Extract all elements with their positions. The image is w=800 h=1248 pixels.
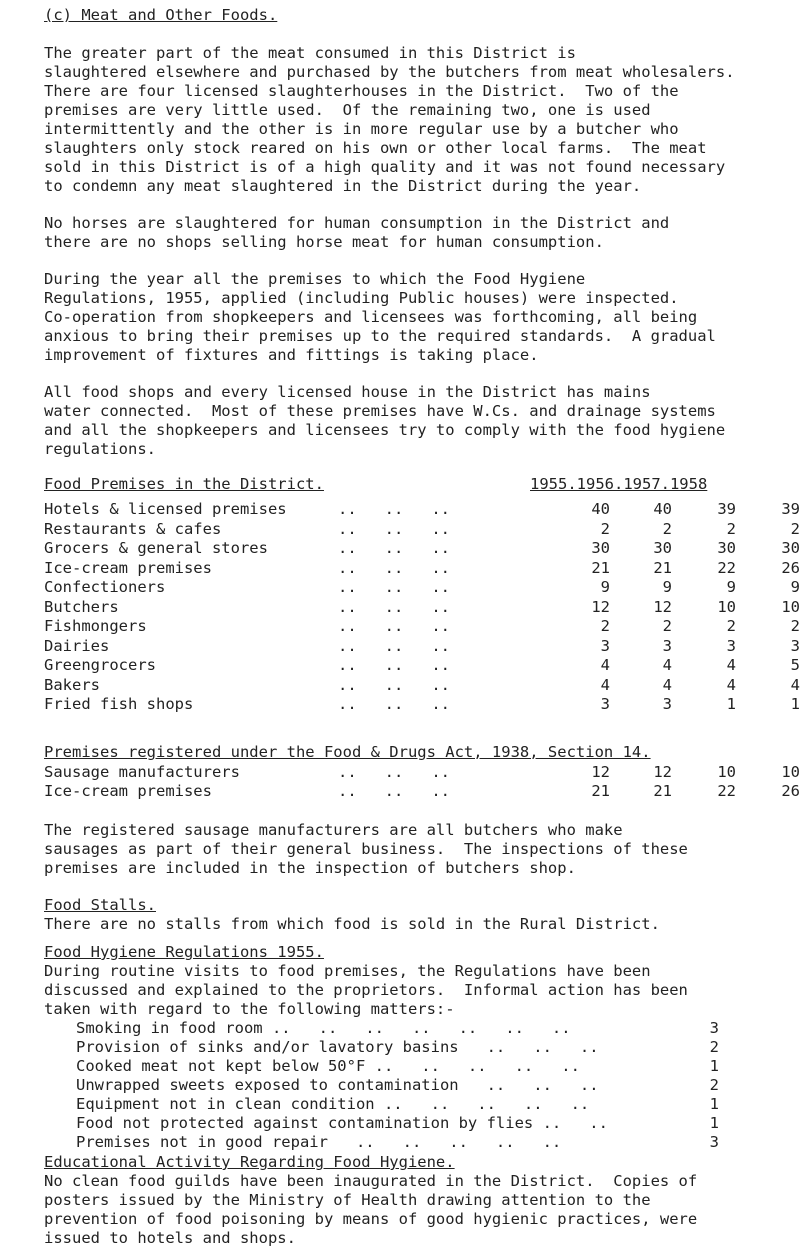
stalls-title: Food Stalls. (44, 896, 156, 914)
row-value: 3 (790, 636, 800, 655)
row-value: 10 (781, 763, 800, 781)
row-leader-dots: .. .. .. (338, 617, 450, 635)
list-item (76, 1133, 746, 1152)
row-value: 26 (781, 558, 800, 577)
para1-line: sold in this District is of a high quality and it was not found necessary (44, 158, 726, 176)
education-title: Educational Activity Regarding Food Hygiene. (44, 1153, 455, 1171)
row-label: Restaurants & cafes (44, 519, 222, 538)
education-text-line: posters issued by the Ministry of Health drawing attention to the (44, 1191, 651, 1209)
para4-line: water connected. Most of these premises have W.Cs. and drainage systems (44, 402, 716, 420)
table-row (44, 617, 800, 636)
row-value: 9 (600, 578, 610, 596)
row-value: 9 (726, 578, 736, 596)
row-value: 4 (726, 656, 736, 674)
row-value: 2 (726, 519, 736, 538)
row-value: 4 (600, 656, 610, 674)
stalls-text: There are no stalls from which food is sold in the Rural District. (44, 915, 660, 933)
section-heading: (c) Meat and Other Foods. (44, 6, 278, 24)
row-value: 3 (600, 636, 610, 655)
row-leader-dots: .. .. .. (338, 782, 450, 800)
row-value: 2 (790, 519, 800, 538)
table1-title: Food Premises in the District. (44, 475, 324, 493)
row-value: 4 (600, 675, 610, 694)
row-leader-dots: .. .. .. (338, 675, 450, 694)
education-text-line: No clean food guilds have been inaugurated in the District. Copies of (44, 1172, 698, 1190)
row-value: 3 (662, 636, 672, 655)
matter-count: 3 (709, 1133, 719, 1151)
row-value: 1 (790, 695, 800, 713)
row-leader-dots: .. .. .. (338, 519, 450, 538)
row-label: Dairies (44, 636, 110, 655)
education-text-line: prevention of food poisoning by means of good hygienic practices, were (44, 1210, 698, 1228)
row-value: 9 (662, 578, 672, 596)
matter-label: Premises not in good repair .. .. .. .. .. (76, 1133, 562, 1151)
row-value: 26 (781, 782, 800, 800)
row-value: 4 (662, 656, 672, 674)
para1-line: There are four licensed slaughterhouses in the District. Two of the (44, 82, 679, 100)
list-item (76, 1038, 746, 1057)
row-value: 3 (600, 695, 610, 713)
row-value: 21 (653, 782, 672, 800)
table-row (44, 695, 800, 714)
list-item (76, 1076, 746, 1095)
regs-title: Food Hygiene Regulations 1955. (44, 943, 324, 961)
row-label: Greengrocers (44, 656, 156, 674)
para3-line: Co-operation from shopkeepers and licensees was forthcoming, all being (44, 308, 698, 326)
para1-line: slaughtered elsewhere and purchased by the butchers from meat wholesalers. (44, 63, 735, 81)
para4-line: regulations. (44, 440, 156, 458)
row-value: 21 (653, 558, 672, 577)
row-value: 2 (790, 617, 800, 635)
row-value: 2 (600, 519, 610, 538)
matter-label: Smoking in food room .. .. .. .. .. .. .. (76, 1019, 571, 1037)
table-row (44, 675, 800, 695)
row-value: 4 (726, 675, 736, 694)
para2-line: there are no shops selling horse meat for human consumption. (44, 233, 604, 251)
row-value: 10 (781, 597, 800, 616)
row-label: Fried fish shops (44, 695, 194, 713)
para5-line: sausages as part of their general business. The inspections of these (44, 840, 688, 858)
row-value: 3 (726, 636, 736, 655)
education-text-line: issued to hotels and shops. (44, 1229, 296, 1247)
row-leader-dots: .. .. .. (338, 597, 450, 616)
table-row (44, 782, 800, 801)
matter-label: Provision of sinks and/or lavatory basins .. .. .. (76, 1038, 599, 1056)
table-row (44, 519, 800, 539)
row-value: 10 (717, 763, 736, 781)
list-item (76, 1019, 746, 1038)
table2-title: Premises registered under the Food & Drugs Act, 1938, Section 14. (44, 743, 651, 761)
row-label: Hotels & licensed premises (44, 500, 287, 518)
para3-line: During the year all the premises to which the Food Hygiene (44, 270, 586, 288)
row-value: 40 (591, 500, 610, 518)
row-value: 12 (591, 597, 610, 616)
matter-count: 3 (709, 1019, 719, 1037)
row-value: 30 (591, 539, 610, 557)
para3-line: improvement of fixtures and fittings is taking place. (44, 346, 539, 364)
matter-count: 1 (709, 1057, 719, 1075)
para3-line: Regulations, 1955, applied (including Public houses) were inspected. (44, 289, 679, 307)
para1-line: to condemn any meat slaughtered in the District during the year. (44, 177, 642, 195)
para1-line: slaughters only stock reared on his own or other local farms. The meat (44, 139, 707, 157)
row-value: 3 (662, 695, 672, 713)
table-row (44, 763, 800, 782)
para2-line: No horses are slaughtered for human consumption in the District and (44, 214, 670, 232)
matter-label: Equipment not in clean condition .. .. .. .. .. (76, 1095, 590, 1113)
matter-count: 1 (709, 1095, 719, 1113)
row-leader-dots: .. .. .. (338, 578, 450, 596)
row-label: Ice-cream premises (44, 782, 212, 800)
row-value: 1 (726, 695, 736, 713)
row-value: 4 (790, 675, 800, 694)
row-value: 5 (790, 656, 800, 674)
row-value: 22 (717, 558, 736, 577)
matter-count: 2 (709, 1076, 719, 1094)
row-value: 21 (591, 558, 610, 577)
row-value: 30 (717, 539, 736, 557)
row-value: 30 (781, 539, 800, 557)
row-label: Ice-cream premises (44, 558, 212, 577)
regs-text-line: taken with regard to the following matters:- (44, 1000, 455, 1018)
para1-line: The greater part of the meat consumed in this District is (44, 44, 576, 62)
row-value: 9 (790, 578, 800, 596)
row-value: 39 (781, 500, 800, 518)
row-value: 40 (653, 500, 672, 518)
row-leader-dots: .. .. .. (338, 500, 450, 518)
row-label: Bakers (44, 675, 100, 694)
para4-line: and all the shopkeepers and licensees try to comply with the food hygiene (44, 421, 726, 439)
matter-label: Unwrapped sweets exposed to contamination .. .. .. (76, 1076, 599, 1094)
para1-line: intermittently and the other is in more regular use by a butcher who (44, 120, 679, 138)
row-label: Grocers & general stores (44, 539, 268, 557)
row-leader-dots: .. .. .. (338, 636, 450, 655)
row-value: 22 (717, 782, 736, 800)
para5-line: The registered sausage manufacturers are all butchers who make (44, 821, 623, 839)
list-item (76, 1095, 746, 1114)
row-value: 39 (717, 500, 736, 518)
list-item (76, 1114, 746, 1133)
row-value: 2 (662, 617, 672, 635)
table-row (44, 558, 800, 578)
table-row (44, 636, 800, 656)
row-value: 12 (653, 763, 672, 781)
table-row (44, 597, 800, 617)
matter-label: Cooked meat not kept below 50°F .. .. .. .. .. (76, 1057, 580, 1075)
row-leader-dots: .. .. .. (338, 558, 450, 577)
row-value: 12 (591, 763, 610, 781)
list-item (76, 1057, 746, 1076)
table-row (44, 656, 800, 675)
matter-count: 1 (709, 1114, 719, 1132)
table-row (44, 578, 800, 597)
row-value: 30 (653, 539, 672, 557)
table-row (44, 539, 800, 558)
row-value: 12 (653, 597, 672, 616)
row-value: 10 (717, 597, 736, 616)
row-label: Sausage manufacturers (44, 763, 240, 781)
row-value: 21 (591, 782, 610, 800)
row-value: 4 (662, 675, 672, 694)
para5-line: premises are included in the inspection of butchers shop. (44, 859, 576, 877)
table1-years-header: 1955.1956.1957.1958 (530, 475, 708, 493)
para4-line: All food shops and every licensed house in the District has mains (44, 383, 651, 401)
row-leader-dots: .. .. .. (338, 695, 450, 713)
para1-line: premises are very little used. Of the remaining two, one is used (44, 101, 651, 119)
matter-count: 2 (709, 1038, 719, 1056)
row-label: Butchers (44, 597, 119, 616)
row-value: 2 (662, 519, 672, 538)
row-leader-dots: .. .. .. (338, 763, 450, 781)
row-label: Confectioners (44, 578, 166, 596)
row-label: Fishmongers (44, 617, 147, 635)
table-row (44, 500, 800, 519)
row-value: 2 (726, 617, 736, 635)
row-leader-dots: .. .. .. (338, 539, 450, 557)
regs-text-line: discussed and explained to the proprietors. Informal action has been (44, 981, 688, 999)
row-value: 2 (600, 617, 610, 635)
regs-text-line: During routine visits to food premises, the Regulations have been (44, 962, 651, 980)
row-leader-dots: .. .. .. (338, 656, 450, 674)
para3-line: anxious to bring their premises up to the required standards. A gradual (44, 327, 716, 345)
matter-label: Food not protected against contamination by flies .. .. (76, 1114, 608, 1132)
